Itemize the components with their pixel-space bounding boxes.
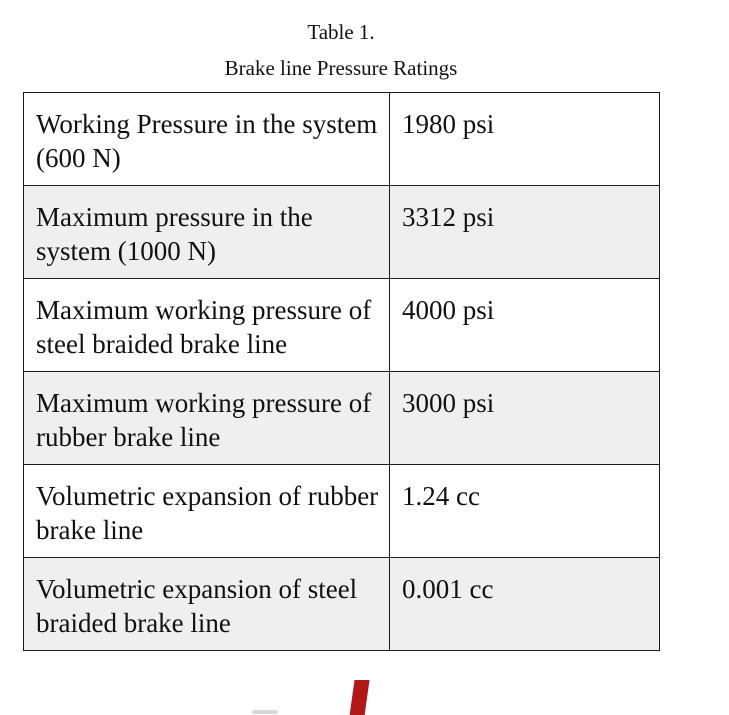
table-row	[24, 93, 660, 186]
row-value: 0.001 cc	[390, 558, 660, 651]
row-label: Maximum pressure in the system (1000 N)	[24, 186, 390, 279]
row-label: Maximum working pressure of rubber brake line	[24, 372, 390, 465]
row-value: 3312 psi	[390, 186, 660, 279]
table-row	[24, 465, 660, 558]
row-value: 3000 psi	[390, 372, 660, 465]
table-caption-title: Brake line Pressure Ratings	[224, 56, 458, 80]
row-label: Volumetric expansion of steel braided brake line	[24, 558, 390, 651]
table-row	[24, 186, 660, 279]
row-value: 4000 psi	[390, 279, 660, 372]
pressure-ratings-table	[23, 92, 660, 651]
row-label: Maximum working pressure of steel braided brake line	[24, 279, 390, 372]
grey-figure-fragment	[252, 710, 278, 714]
row-label: Volumetric expansion of rubber brake line	[24, 465, 390, 558]
table-row	[24, 279, 660, 372]
table-row	[24, 372, 660, 465]
red-figure-fragment	[349, 680, 369, 715]
row-value: 1.24 cc	[390, 465, 660, 558]
row-value: 1980 psi	[390, 93, 660, 186]
crop-artifact	[104, 652, 580, 656]
table-row	[24, 558, 660, 651]
table-caption-number: Table 1.	[307, 20, 375, 44]
row-label: Working Pressure in the system (600 N)	[24, 93, 390, 186]
